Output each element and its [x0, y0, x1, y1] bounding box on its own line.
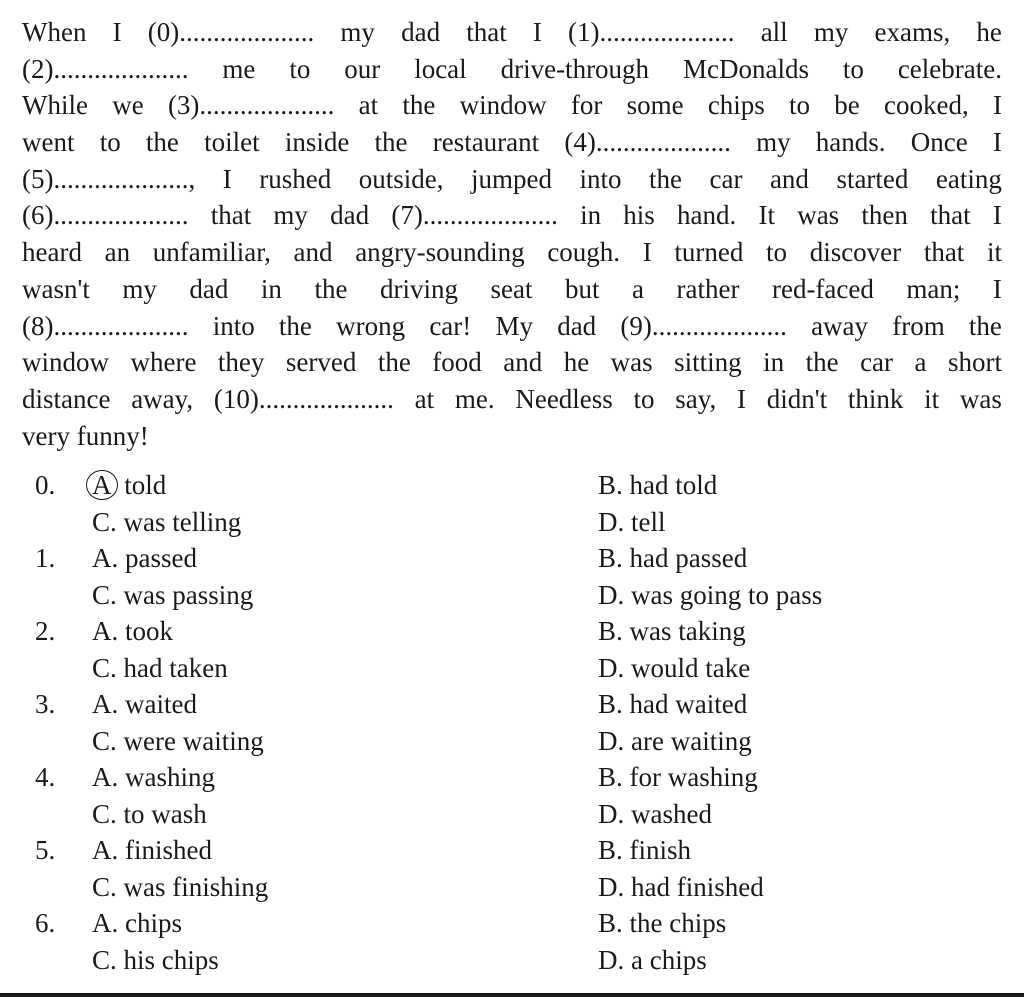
passage-word: that [930, 200, 971, 231]
passage-word: the [805, 347, 839, 378]
question-number: 4. [35, 762, 56, 792]
passage-word: very funny! [22, 420, 149, 451]
passage-word: started [836, 163, 909, 194]
passage-word: I [737, 383, 747, 414]
passage-word: and [293, 237, 333, 268]
passage-word: the [278, 310, 312, 341]
question-number: 3. [35, 689, 56, 719]
question-row-2 [0, 799, 1024, 836]
passage-word: short [947, 347, 1002, 378]
passage-word: My [495, 310, 533, 341]
passage-line [22, 197, 1002, 234]
passage-word: When [22, 17, 87, 47]
passage-word: say, [675, 383, 717, 414]
option-d: D. are waiting [598, 725, 752, 756]
selected-answer-circle: A [86, 470, 118, 500]
passage-word: was [610, 347, 653, 378]
passage-word: I [112, 17, 122, 47]
passage-line [22, 124, 1002, 161]
passage-word: from [892, 310, 945, 341]
passage-word: that [210, 200, 252, 231]
option-d: D. was going to pass [598, 579, 823, 610]
passage-word: I [642, 237, 652, 268]
passage-word: some [626, 90, 684, 121]
passage-word: for [570, 90, 603, 121]
passage-word: (8).................... [22, 310, 189, 341]
passage-word: car [860, 347, 894, 378]
passage-word: in [260, 273, 282, 304]
passage-word: cough. [547, 237, 621, 268]
option-c: C. was telling [92, 506, 242, 537]
option-a: A. chips [92, 908, 182, 938]
passage-word: (10).................... [213, 383, 394, 414]
passage-word: he [976, 17, 1002, 47]
passage-word: but [564, 273, 600, 304]
passage-word: (1).................... [568, 17, 735, 47]
passage-word: to [99, 127, 121, 158]
passage-word: to [766, 237, 788, 268]
passage-word: distance [22, 383, 111, 414]
passage-word: It [758, 200, 775, 231]
passage-word: in [763, 347, 785, 378]
passage-word: hands. [815, 127, 886, 158]
question-row-2 [0, 507, 1024, 544]
passage-word: window [22, 347, 109, 378]
passage-line [22, 418, 1002, 455]
question-number: 2. [35, 616, 56, 646]
passage-word: seat [490, 273, 533, 304]
passage-word: heard [22, 237, 82, 268]
option-d: D. had finished [598, 871, 764, 902]
option-a-text: told [117, 470, 167, 500]
passage-word: a [914, 347, 927, 378]
passage-word: angry-sounding [355, 237, 525, 268]
passage-word: car! [429, 310, 472, 341]
passage-word: the [402, 90, 436, 121]
passage-word: (9).................... [620, 310, 787, 341]
passage-word: into [579, 163, 622, 194]
passage-word: hand. [677, 200, 737, 231]
question-row-2 [0, 726, 1024, 763]
passage-word: restaurant [432, 127, 540, 158]
passage-word: (5)...................., [22, 163, 196, 194]
option-a: A. took [92, 616, 173, 646]
question-number: 6. [35, 908, 56, 938]
passage-word: my [813, 17, 849, 47]
question-number: 5. [35, 835, 56, 865]
option-a: A. waited [92, 689, 197, 719]
passage-word: sitting [674, 347, 742, 378]
passage-word: the [648, 163, 682, 194]
passage-word: (7).................... [391, 200, 558, 231]
passage-word: I [992, 90, 1002, 121]
passage-word: car [709, 163, 743, 194]
passage-line [22, 344, 1002, 381]
passage-word: driving [379, 273, 458, 304]
passage-word: I [992, 127, 1002, 158]
passage-word: my [340, 17, 375, 47]
passage-word: away, [131, 383, 194, 414]
question-row [0, 470, 1024, 507]
passage-word: the [377, 347, 411, 378]
option-b: B. was taking [598, 616, 746, 646]
question-number: 1. [35, 543, 56, 573]
bottom-divider [0, 993, 1024, 997]
passage [22, 14, 1002, 454]
passage-word: he [563, 347, 590, 378]
option-b: B. for washing [598, 762, 758, 792]
passage-word: chips [707, 90, 765, 121]
question-row [0, 762, 1024, 799]
passage-word: in [580, 200, 602, 231]
passage-word: dad [189, 273, 229, 304]
option-d: D. would take [598, 652, 751, 683]
passage-word: at [358, 90, 379, 121]
passage-word: rushed [259, 163, 332, 194]
question-row-2 [0, 653, 1024, 690]
question-row-2 [0, 580, 1024, 617]
passage-word: (6).................... [22, 200, 189, 231]
option-b: B. finish [598, 835, 692, 865]
passage-word: unfamiliar, [152, 237, 271, 268]
passage-word: was [959, 383, 1002, 414]
question-row [0, 616, 1024, 653]
passage-word: celebrate. [897, 53, 1002, 84]
passage-word: Needless [515, 383, 613, 414]
passage-word: the [374, 127, 408, 158]
passage-word: I [532, 17, 542, 47]
passage-word: jumped [470, 163, 552, 194]
passage-word: me. [454, 383, 495, 414]
question-row-2 [0, 872, 1024, 909]
passage-word: turned [674, 237, 744, 268]
passage-word: it [924, 383, 940, 414]
passage-word: inside [284, 127, 350, 158]
passage-word: think [847, 383, 904, 414]
passage-word: we [112, 90, 144, 121]
question-number: 0. [35, 470, 56, 500]
passage-word: my [756, 127, 791, 158]
passage-word: at [414, 383, 435, 414]
passage-word: the [145, 127, 179, 158]
passage-word: food [432, 347, 482, 378]
passage-word: into [212, 310, 255, 341]
passage-word: wasn't [22, 273, 90, 304]
passage-word: to [789, 90, 811, 121]
option-d: D. tell [598, 506, 666, 537]
passage-word: that [466, 17, 507, 47]
question-row [0, 689, 1024, 726]
passage-word: outside, [358, 163, 444, 194]
passage-word: red-faced [771, 273, 874, 304]
question-list [0, 470, 1024, 981]
question-row [0, 835, 1024, 872]
passage-line [22, 271, 1002, 308]
passage-line [22, 381, 1002, 418]
passage-word: drive-through [500, 53, 650, 84]
passage-word: the [968, 310, 1002, 341]
option-a: A. passed [92, 543, 197, 573]
passage-word: be [834, 90, 860, 121]
option-b: B. the chips [598, 908, 727, 938]
passage-word: his [623, 200, 655, 231]
passage-word: a [632, 273, 644, 304]
passage-word: wrong [336, 310, 406, 341]
option-b: B. had waited [598, 689, 748, 719]
passage-word: served [285, 347, 357, 378]
passage-word: the [314, 273, 348, 304]
passage-line [22, 234, 1002, 271]
passage-word: all [760, 17, 788, 47]
passage-line [22, 87, 1002, 124]
option-d: D. washed [598, 798, 712, 829]
question-row [0, 908, 1024, 945]
passage-word: me [222, 53, 256, 84]
option-a: A. finished [92, 835, 212, 865]
passage-word: dad [557, 310, 597, 341]
passage-word: (2).................... [22, 53, 189, 84]
passage-word: went [22, 127, 75, 158]
option-c: C. his chips [92, 944, 219, 975]
option-c: C. had taken [92, 652, 228, 683]
option-c: C. to wash [92, 798, 207, 829]
passage-word: and [503, 347, 543, 378]
passage-word: eating [935, 163, 1002, 194]
passage-word: rather [676, 273, 740, 304]
passage-word: McDonalds [682, 53, 809, 84]
passage-word: where [130, 347, 197, 378]
passage-word: (0).................... [147, 17, 315, 47]
option-d: D. a chips [598, 944, 707, 975]
passage-word: While [22, 90, 88, 121]
passage-word: (4).................... [564, 127, 731, 158]
passage-word: to [289, 53, 311, 84]
passage-word: dad [401, 17, 441, 47]
passage-word: didn't [766, 383, 828, 414]
passage-word: to [633, 383, 655, 414]
passage-word: dad [330, 200, 370, 231]
passage-word: (3).................... [167, 90, 335, 121]
passage-word: window [459, 90, 547, 121]
passage-word: cooked, [884, 90, 969, 121]
passage-word: I [992, 273, 1002, 304]
passage-word: I [992, 200, 1002, 231]
passage-word: they [217, 347, 265, 378]
passage-word: I [222, 163, 232, 194]
option-c: C. was passing [92, 579, 254, 610]
passage-word: exams, [874, 17, 951, 47]
passage-word: was [797, 200, 840, 231]
option-c: C. was finishing [92, 871, 269, 902]
passage-word: an [104, 237, 131, 268]
passage-line [22, 161, 1002, 198]
option-b: B. had passed [598, 543, 748, 573]
option-c: C. were waiting [92, 725, 264, 756]
passage-word: toilet [204, 127, 260, 158]
option-b: B. had told [598, 470, 718, 500]
passage-word: away [811, 310, 869, 341]
passage-line [22, 308, 1002, 345]
option-a: A. washing [92, 762, 215, 792]
passage-word: man; [906, 273, 961, 304]
passage-word: and [769, 163, 809, 194]
passage-word: my [273, 200, 308, 231]
passage-word: local [414, 53, 467, 84]
question-row [0, 543, 1024, 580]
passage-line [22, 51, 1002, 88]
question-row-2 [0, 945, 1024, 982]
passage-word: then [861, 200, 908, 231]
passage-line [22, 14, 1002, 51]
passage-word: to [842, 53, 864, 84]
passage-word: our [344, 53, 381, 84]
passage-word: it [986, 237, 1002, 268]
passage-word: Once [910, 127, 968, 158]
passage-word: discover [809, 237, 902, 268]
option-a [92, 470, 166, 501]
passage-word: that [923, 237, 965, 268]
passage-word: my [122, 273, 157, 304]
